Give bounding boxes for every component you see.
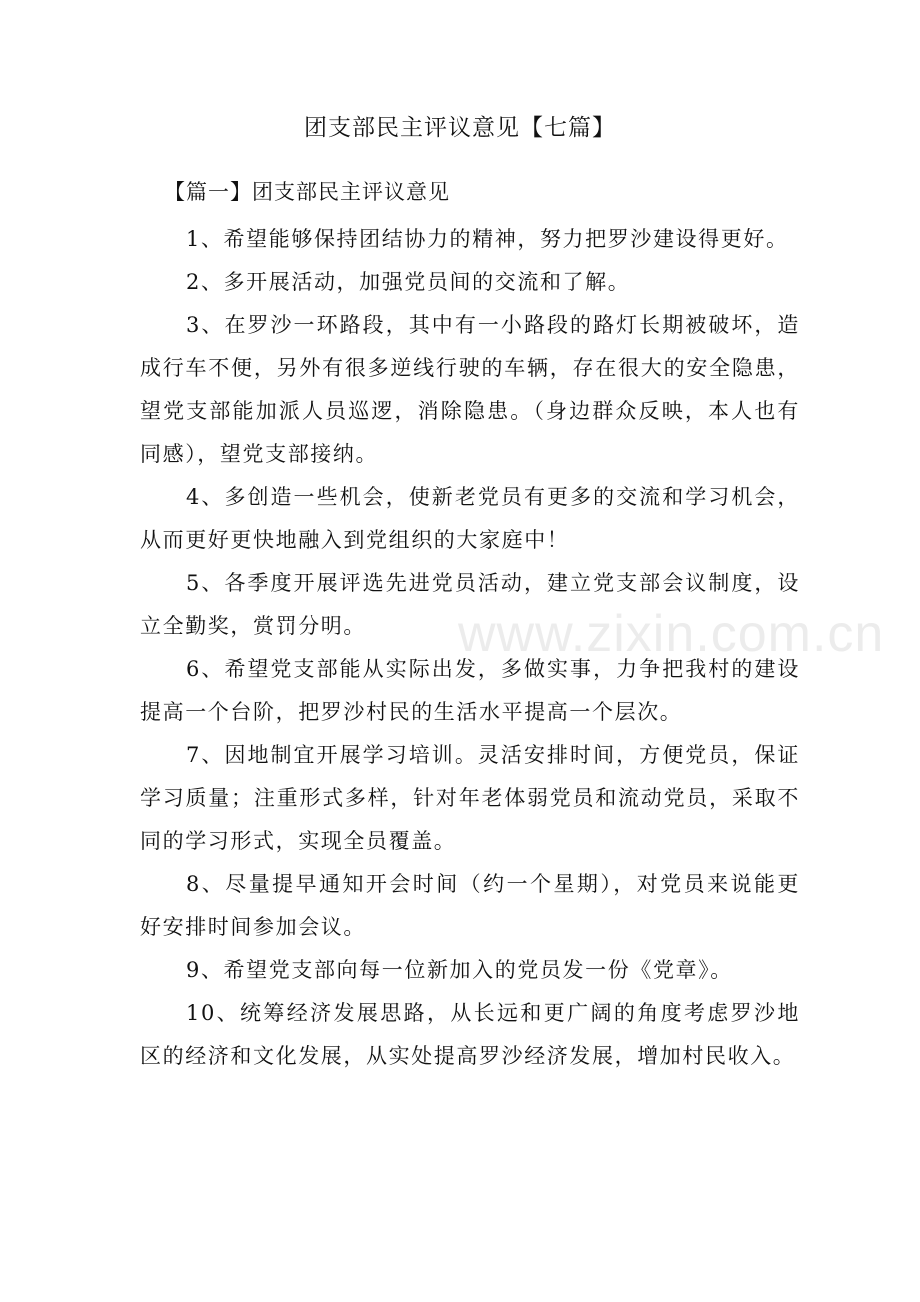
watermark: www.zixin.com.cn	[458, 605, 885, 663]
opinion-item-1: 1、希望能够保持团结协力的精神，努力把罗沙建设得更好。	[186, 227, 789, 251]
opinion-item-2: 2、多开展活动，加强党员间的交流和了解。	[186, 270, 631, 294]
opinion-item-3: 3、在罗沙一环路段，其中有一小路段的路灯长期被破坏，造成行车不便，另外有很多逆线行驶的车辆，存在很大的安全隐患，望党支部能加派人员巡逻，消除隐患。（身边群众反映，本人也有同感），望党支部接纳。	[140, 313, 800, 466]
opinion-item-9: 9、希望党支部向每一位新加入的党员发一份《党章》。	[186, 958, 733, 982]
opinion-item-5: 5、各季度开展评选先进党员活动，建立党支部会议制度，设立全勤奖，赏罚分明。	[140, 571, 800, 638]
opinion-item-4: 4、多创造一些机会，使新老党员有更多的交流和学习机会，从而更好更快地融入到党组织的大家庭中！	[140, 485, 800, 552]
opinion-item-7: 7、因地制宜开展学习培训。灵活安排时间，方便党员，保证学习质量；注重形式多样，针对年老体弱党员和流动党员，采取不同的学习形式，实现全员覆盖。	[140, 743, 800, 853]
opinion-item-10: 10、统筹经济发展思路，从长远和更广阔的角度考虑罗沙地区的经济和文化发展，从实处提高罗沙经济发展，增加村民收入。	[140, 1001, 800, 1068]
document-body	[140, 218, 800, 1078]
section-heading: 【篇一】团支部民主评议意见	[164, 180, 450, 204]
opinion-item-8: 8、尽量提早通知开会时间（约一个星期），对党员来说能更好安排时间参加会议。	[140, 872, 800, 939]
document-title: 团支部民主评议意见【七篇】	[304, 115, 616, 141]
opinion-item-6: 6、希望党支部能从实际出发，多做实事，力争把我村的建设提高一个台阶，把罗沙村民的生活水平提高一个层次。	[140, 657, 800, 724]
